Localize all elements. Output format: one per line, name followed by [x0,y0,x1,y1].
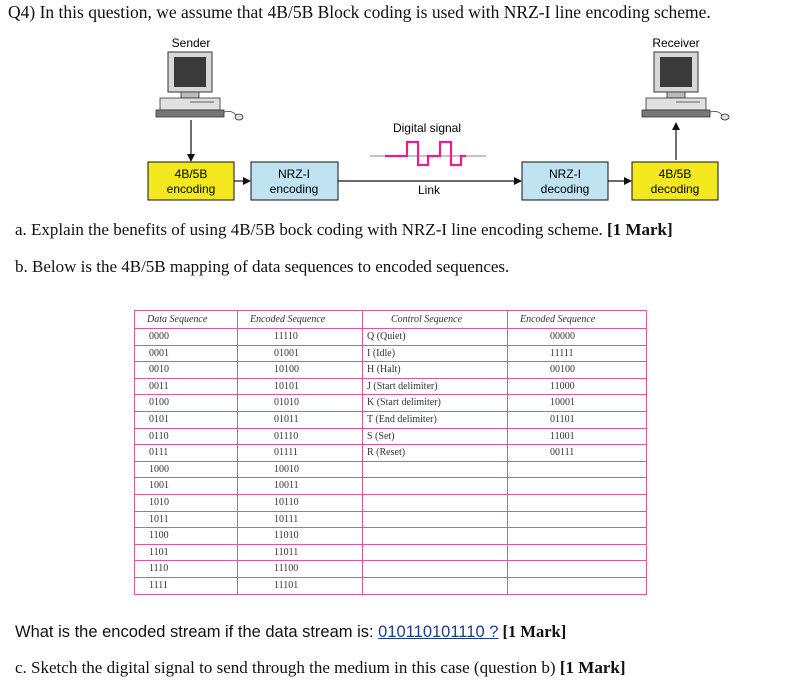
question-title: Q4) In this question, we assume that 4B/5B Block coding is used with NRZ-I line encoding scheme. [8,2,711,22]
box-4b5b-encoding [148,162,234,200]
table-cell: 11000 [508,378,647,395]
table-cell: 10101 [238,378,363,395]
table-row [135,478,647,495]
svg-text:NRZ-I: NRZ-I [549,167,581,181]
receiver-label: Receiver [652,36,700,50]
header-control-sequence: Control Sequence [363,311,508,329]
table-cell: 10110 [238,494,363,511]
table-cell: 0111 [135,445,238,462]
table-cell: H (Halt) [363,362,508,379]
table-row [135,544,647,561]
table-cell: 1101 [135,544,238,561]
box-nrzi-decoding [522,162,608,200]
mapping-table [134,310,647,595]
table-cell [508,528,647,545]
receiver-computer-icon [642,52,729,120]
table-cell: 0010 [135,362,238,379]
header-encoded-sequence: Encoded Sequence [238,311,363,329]
table-cell: 0100 [135,395,238,412]
table-cell: 1000 [135,461,238,478]
table-row [135,345,647,362]
table-cell: 11100 [238,561,363,578]
table-cell: 01111 [238,445,363,462]
block-coding-diagram [0,30,796,210]
table-cell: K (Start delimiter) [363,395,508,412]
table-cell: 10010 [238,461,363,478]
table-cell: 11010 [238,528,363,545]
table-cell [508,461,647,478]
table-cell [508,511,647,528]
table-cell: 00111 [508,445,647,462]
svg-text:encoding: encoding [269,182,319,196]
table-cell: 10111 [238,511,363,528]
table-cell [508,577,647,594]
table-cell: 11001 [508,428,647,445]
box-nrzi-encoding [251,162,338,200]
table-cell: 11011 [238,544,363,561]
link-label: Link [417,183,441,197]
svg-text:decoding: decoding [540,182,590,196]
table-row [135,362,647,379]
table-cell: 1011 [135,511,238,528]
svg-text:4B/5B: 4B/5B [174,167,208,181]
table-cell: 01001 [238,345,363,362]
table-cell: 00000 [508,329,647,346]
table-cell: 0101 [135,411,238,428]
svg-text:decoding: decoding [650,182,700,196]
box-4b5b-decoding [632,162,718,200]
header-data-sequence: Data Sequence [135,311,238,329]
table-cell: 0110 [135,428,238,445]
table-cell: R (Reset) [363,445,508,462]
svg-text:4B/5B: 4B/5B [658,167,692,181]
part-c: c. Sketch the digital signal to send through the medium in this case (question b) [1 Mark] [15,658,626,677]
table-row [135,461,647,478]
table-cell: 0011 [135,378,238,395]
table-cell [363,528,508,545]
table-cell: 11101 [238,577,363,594]
table-row [135,528,647,545]
part-a: a. Explain the benefits of using 4B/5B bock coding with NRZ-I line encoding scheme. [1 Mark] [15,220,673,239]
table-cell [363,461,508,478]
table-cell [363,478,508,495]
data-stream-value: 010110101110 ? [378,623,499,641]
table-cell [363,561,508,578]
table-cell: S (Set) [363,428,508,445]
table-cell: 01010 [238,395,363,412]
table-cell: 11111 [508,345,647,362]
table-cell: 11110 [238,329,363,346]
table-cell [508,494,647,511]
table-cell: 00100 [508,362,647,379]
sender-label: Sender [171,36,211,50]
table-row [135,428,647,445]
digital-signal-label: Digital signal [392,121,462,135]
table-cell: 0000 [135,329,238,346]
table-row [135,577,647,594]
table-cell: 1010 [135,494,238,511]
table-cell: J (Start delimiter) [363,378,508,395]
table-cell: 01101 [508,411,647,428]
table-row [135,378,647,395]
digital-signal-waveform [385,142,466,165]
table-cell: T (End delimiter) [363,411,508,428]
table-cell [508,478,647,495]
table-header-row [135,311,647,329]
table-cell: 1100 [135,528,238,545]
table-cell: 1110 [135,561,238,578]
table-cell [508,544,647,561]
part-b: b. Below is the 4B/5B mapping of data sequences to encoded sequences. [15,257,510,276]
table-cell: 10100 [238,362,363,379]
table-cell: I (Idle) [363,345,508,362]
table-row [135,395,647,412]
table-cell: 0001 [135,345,238,362]
table-cell: Q (Quiet) [363,329,508,346]
table-cell: 01110 [238,428,363,445]
table-cell: 10011 [238,478,363,495]
table-row [135,561,647,578]
table-row [135,411,647,428]
svg-text:encoding: encoding [166,182,216,196]
table-cell: 1001 [135,478,238,495]
sender-computer-icon [156,52,243,120]
table-cell: 01011 [238,411,363,428]
table-cell: 10001 [508,395,647,412]
header-control-encoded-sequence: Encoded Sequence [508,311,647,329]
table-cell [363,511,508,528]
table-cell [363,544,508,561]
table-cell [363,577,508,594]
table-cell [508,561,647,578]
table-cell: 1111 [135,577,238,594]
svg-text:NRZ-I: NRZ-I [278,167,310,181]
table-row [135,511,647,528]
question-stream: What is the encoded stream if the data stream is: 010110101110 ? [1 Mark] [15,622,567,641]
table-row [135,445,647,462]
table-cell [363,494,508,511]
mapping-table-container [134,310,647,595]
table-row [135,494,647,511]
table-row [135,329,647,346]
